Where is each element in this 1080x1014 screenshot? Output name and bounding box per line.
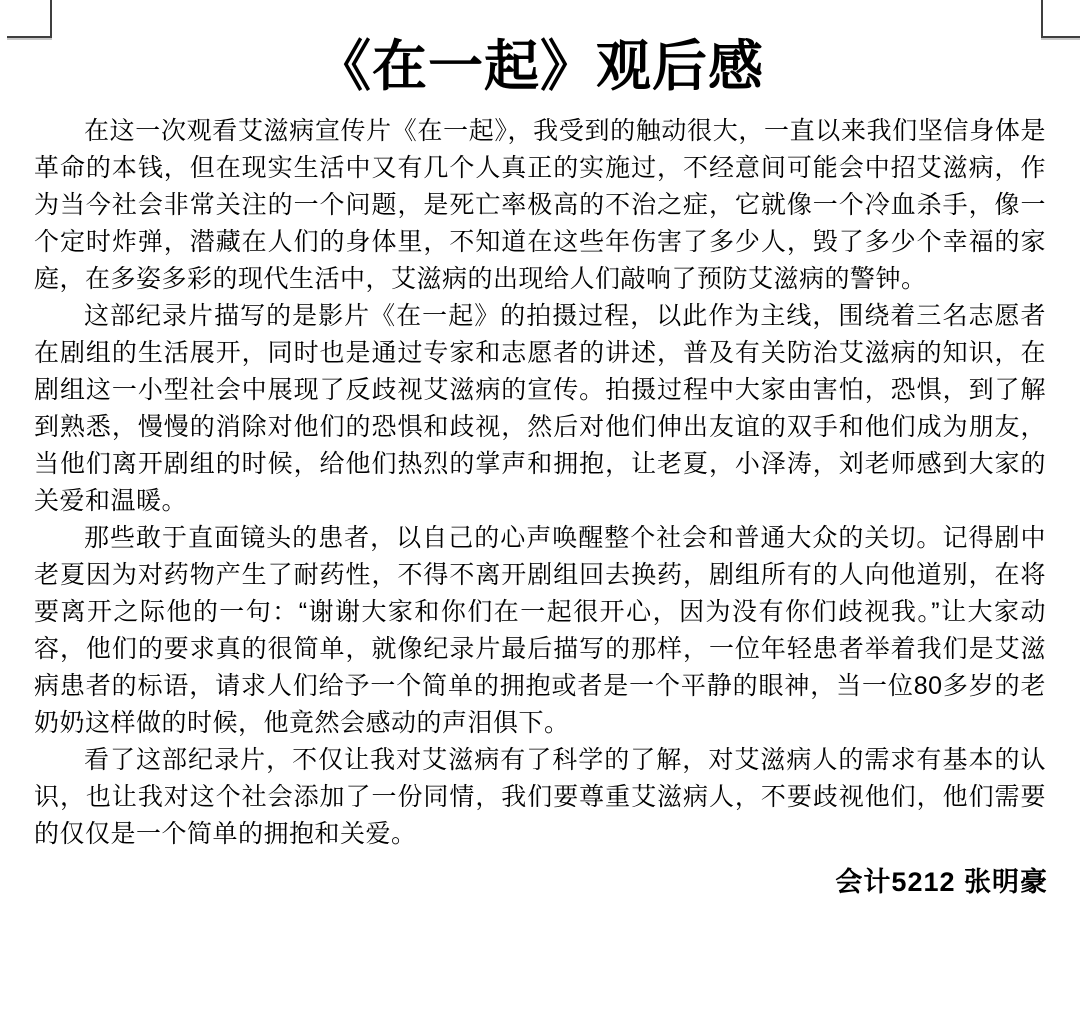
frame-corner-mark-vertical	[1041, 0, 1043, 38]
frame-corner-mark-vertical	[50, 0, 52, 38]
essay-paragraph-1: 在这一次观看艾滋病宣传片《在一起》，我受到的触动很大，一直以来我们坚信身体是革命的本钱，但在现实生活中又有几个人真正的实施过，不经意间可能会中招艾滋病，作为当今社会非常关注的一个问题，是死亡率极高的不治之症，它就像一个冷血杀手，像一个定时炸弹，潜藏在人们的身体里，不知道在这些年伤害了多少人，毁了多少个幸福的家庭，在多姿多彩的现代生活中，艾滋病的出现给人们敲响了预防艾滋病的警钟。	[34, 117, 1046, 293]
page-title: 《在一起》观后感	[315, 35, 764, 97]
essay-paragraph-3: 那些敢于直面镜头的患者，以自己的心声唤醒整个社会和普通大众的关切。记得剧中老夏因为对药物产生了耐药性，不得不离开剧组回去换药，剧组所有的人向他道别，在将要离开之际他的一句：“谢谢大家和你们在一起很开心，因为没有你们歧视我。”让大家动容，他们的要求真的很简单，就像纪录片最后描写的那样，一位年轻患者举着我们是艾滋病患者的标语，请求人们给予一个简单的拥抱或者是一个平静的眼神，当一位80多岁的老奶奶这样做的时候，他竟然会感动的声泪俱下。	[34, 524, 1046, 737]
essay-body	[34, 113, 1046, 853]
essay-paragraph-2: 这部纪录片描写的是影片《在一起》的拍摄过程，以此作为主线，围绕着三名志愿者在剧组的生活展开，同时也是通过专家和志愿者的讲述，普及有关防治艾滋病的知识，在剧组这一小型社会中展现了反歧视艾滋病的宣传。拍摄过程中大家由害怕，恐惧，到了解到熟悉，慢慢的消除对他们的恐惧和歧视，然后对他们伸出友谊的双手和他们成为朋友，当他们离开剧组的时候，给他们热烈的掌声和拥抱，让老夏，小泽涛，刘老师感到大家的关爱和温暖。	[34, 302, 1046, 515]
essay-paragraph-4: 看了这部纪录片，不仅让我对艾滋病有了科学的了解，对艾滋病人的需求有基本的认识，也让我对这个社会添加了一份同情，我们要尊重艾滋病人，不要歧视他们，他们需要的仅仅是一个简单的拥抱和关爱。	[34, 746, 1046, 848]
author-signature: 会计5212 张明豪	[835, 867, 1048, 897]
